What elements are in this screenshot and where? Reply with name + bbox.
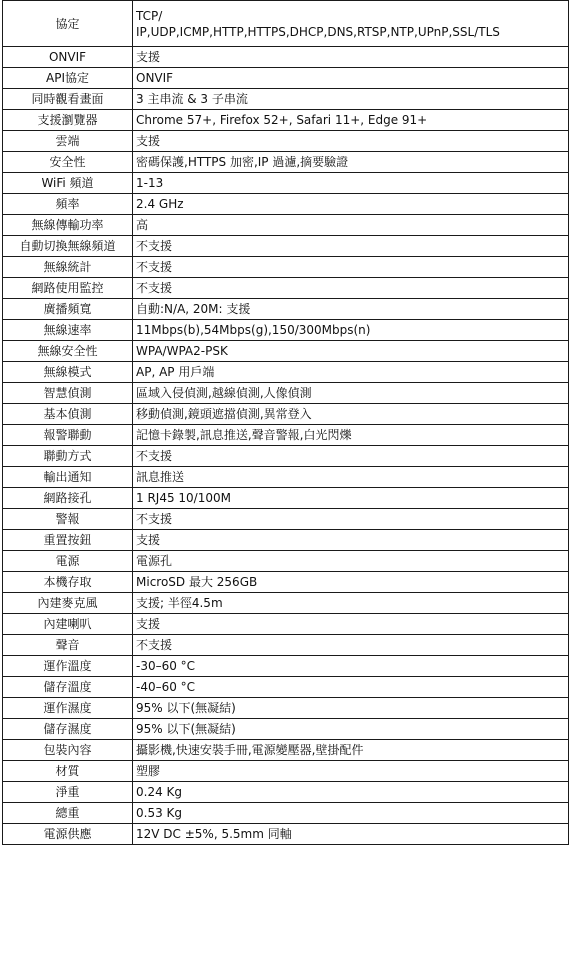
table-row bbox=[3, 110, 569, 131]
spec-label: 儲存溫度 bbox=[3, 677, 133, 698]
spec-label: 內建麥克風 bbox=[3, 593, 133, 614]
table-row bbox=[3, 740, 569, 761]
table-row bbox=[3, 278, 569, 299]
spec-value: 支援 bbox=[133, 47, 569, 68]
table-row bbox=[3, 89, 569, 110]
spec-label: 自動切換無線頻道 bbox=[3, 236, 133, 257]
table-row bbox=[3, 719, 569, 740]
spec-value: -40–60 °C bbox=[133, 677, 569, 698]
spec-label: 無線統計 bbox=[3, 257, 133, 278]
spec-label: 廣播頻寬 bbox=[3, 299, 133, 320]
table-row bbox=[3, 782, 569, 803]
table-row bbox=[3, 47, 569, 68]
table-row bbox=[3, 656, 569, 677]
spec-label: 電源 bbox=[3, 551, 133, 572]
spec-value: 電源孔 bbox=[133, 551, 569, 572]
spec-value: MicroSD 最大 256GB bbox=[133, 572, 569, 593]
spec-value: 不支援 bbox=[133, 446, 569, 467]
table-row bbox=[3, 131, 569, 152]
spec-label: 報警聯動 bbox=[3, 425, 133, 446]
spec-value: 95% 以下(無凝結) bbox=[133, 698, 569, 719]
table-row bbox=[3, 152, 569, 173]
table-row bbox=[3, 299, 569, 320]
spec-value: 95% 以下(無凝結) bbox=[133, 719, 569, 740]
spec-label: 輸出通知 bbox=[3, 467, 133, 488]
spec-label: 聯動方式 bbox=[3, 446, 133, 467]
spec-label: 無線模式 bbox=[3, 362, 133, 383]
spec-label: ONVIF bbox=[3, 47, 133, 68]
table-row bbox=[3, 173, 569, 194]
table-row bbox=[3, 803, 569, 824]
spec-label: 重置按鈕 bbox=[3, 530, 133, 551]
spec-label: 運作溫度 bbox=[3, 656, 133, 677]
table-row bbox=[3, 530, 569, 551]
table-row bbox=[3, 551, 569, 572]
spec-value: 不支援 bbox=[133, 635, 569, 656]
spec-label: 內建喇叭 bbox=[3, 614, 133, 635]
spec-label: 包裝內容 bbox=[3, 740, 133, 761]
spec-label: 警報 bbox=[3, 509, 133, 530]
table-row bbox=[3, 467, 569, 488]
table-row bbox=[3, 446, 569, 467]
spec-value: 高 bbox=[133, 215, 569, 236]
spec-label: 聲音 bbox=[3, 635, 133, 656]
spec-value: 不支援 bbox=[133, 509, 569, 530]
table-row bbox=[3, 593, 569, 614]
spec-label: 無線安全性 bbox=[3, 341, 133, 362]
spec-value: 支援 bbox=[133, 530, 569, 551]
table-row bbox=[3, 824, 569, 845]
spec-value: 移動偵測,鏡頭遮擋偵測,異常登入 bbox=[133, 404, 569, 425]
table-row bbox=[3, 236, 569, 257]
spec-value: 訊息推送 bbox=[133, 467, 569, 488]
table-row bbox=[3, 215, 569, 236]
table-row bbox=[3, 572, 569, 593]
spec-label: 網路接孔 bbox=[3, 488, 133, 509]
table-row bbox=[3, 320, 569, 341]
table-row bbox=[3, 341, 569, 362]
spec-label: 無線速率 bbox=[3, 320, 133, 341]
spec-label: 同時觀看畫面 bbox=[3, 89, 133, 110]
table-row bbox=[3, 194, 569, 215]
spec-value: 0.53 Kg bbox=[133, 803, 569, 824]
table-row bbox=[3, 761, 569, 782]
spec-label: 智慧偵測 bbox=[3, 383, 133, 404]
spec-value: 支援 bbox=[133, 131, 569, 152]
spec-value: 塑膠 bbox=[133, 761, 569, 782]
spec-value: 密碼保護,HTTPS 加密,IP 過濾,摘要驗證 bbox=[133, 152, 569, 173]
spec-label: 頻率 bbox=[3, 194, 133, 215]
spec-value: WPA/WPA2-PSK bbox=[133, 341, 569, 362]
spec-value: Chrome 57+, Firefox 52+, Safari 11+, Edge 91+ bbox=[133, 110, 569, 131]
spec-label: 網路使用監控 bbox=[3, 278, 133, 299]
table-row bbox=[3, 677, 569, 698]
spec-value: 1-13 bbox=[133, 173, 569, 194]
spec-value: AP, AP 用戶端 bbox=[133, 362, 569, 383]
table-row bbox=[3, 68, 569, 89]
spec-value: ONVIF bbox=[133, 68, 569, 89]
table-row bbox=[3, 404, 569, 425]
spec-label: 本機存取 bbox=[3, 572, 133, 593]
spec-label: 安全性 bbox=[3, 152, 133, 173]
spec-value: -30–60 °C bbox=[133, 656, 569, 677]
spec-label: 運作濕度 bbox=[3, 698, 133, 719]
spec-label: WiFi 頻道 bbox=[3, 173, 133, 194]
table-row bbox=[3, 257, 569, 278]
spec-value: 0.24 Kg bbox=[133, 782, 569, 803]
table-row bbox=[3, 362, 569, 383]
spec-value: 支援 bbox=[133, 614, 569, 635]
spec-label: 材質 bbox=[3, 761, 133, 782]
spec-value: 11Mbps(b),54Mbps(g),150/300Mbps(n) bbox=[133, 320, 569, 341]
spec-label: 無線傳輸功率 bbox=[3, 215, 133, 236]
table-row bbox=[3, 509, 569, 530]
spec-label: API協定 bbox=[3, 68, 133, 89]
table-row bbox=[3, 1, 569, 47]
spec-label: 協定 bbox=[3, 1, 133, 47]
spec-value: TCP/ IP,UDP,ICMP,HTTP,HTTPS,DHCP,DNS,RTSP,NTP,UPnP,SSL/TLS bbox=[133, 1, 569, 47]
table-row bbox=[3, 635, 569, 656]
spec-label: 雲端 bbox=[3, 131, 133, 152]
spec-value: 不支援 bbox=[133, 257, 569, 278]
spec-label: 電源供應 bbox=[3, 824, 133, 845]
spec-label: 淨重 bbox=[3, 782, 133, 803]
table-row bbox=[3, 614, 569, 635]
spec-value: 2.4 GHz bbox=[133, 194, 569, 215]
spec-label: 總重 bbox=[3, 803, 133, 824]
spec-value: 3 主串流 & 3 子串流 bbox=[133, 89, 569, 110]
spec-table bbox=[2, 0, 569, 845]
spec-value: 不支援 bbox=[133, 278, 569, 299]
spec-label: 儲存濕度 bbox=[3, 719, 133, 740]
table-row bbox=[3, 488, 569, 509]
table-row bbox=[3, 425, 569, 446]
spec-value: 12V DC ±5%, 5.5mm 同軸 bbox=[133, 824, 569, 845]
table-row bbox=[3, 383, 569, 404]
spec-value: 支援; 半徑4.5m bbox=[133, 593, 569, 614]
spec-value: 攝影機,快速安裝手冊,電源變壓器,壁掛配件 bbox=[133, 740, 569, 761]
spec-label: 支援瀏覽器 bbox=[3, 110, 133, 131]
table-row bbox=[3, 698, 569, 719]
spec-value: 不支援 bbox=[133, 236, 569, 257]
spec-value: 自動:N/A, 20M: 支援 bbox=[133, 299, 569, 320]
spec-value: 區域入侵偵測,越線偵測,人像偵測 bbox=[133, 383, 569, 404]
spec-value: 記憶卡錄製,訊息推送,聲音警報,白光閃爍 bbox=[133, 425, 569, 446]
spec-value: 1 RJ45 10/100M bbox=[133, 488, 569, 509]
spec-label: 基本偵測 bbox=[3, 404, 133, 425]
